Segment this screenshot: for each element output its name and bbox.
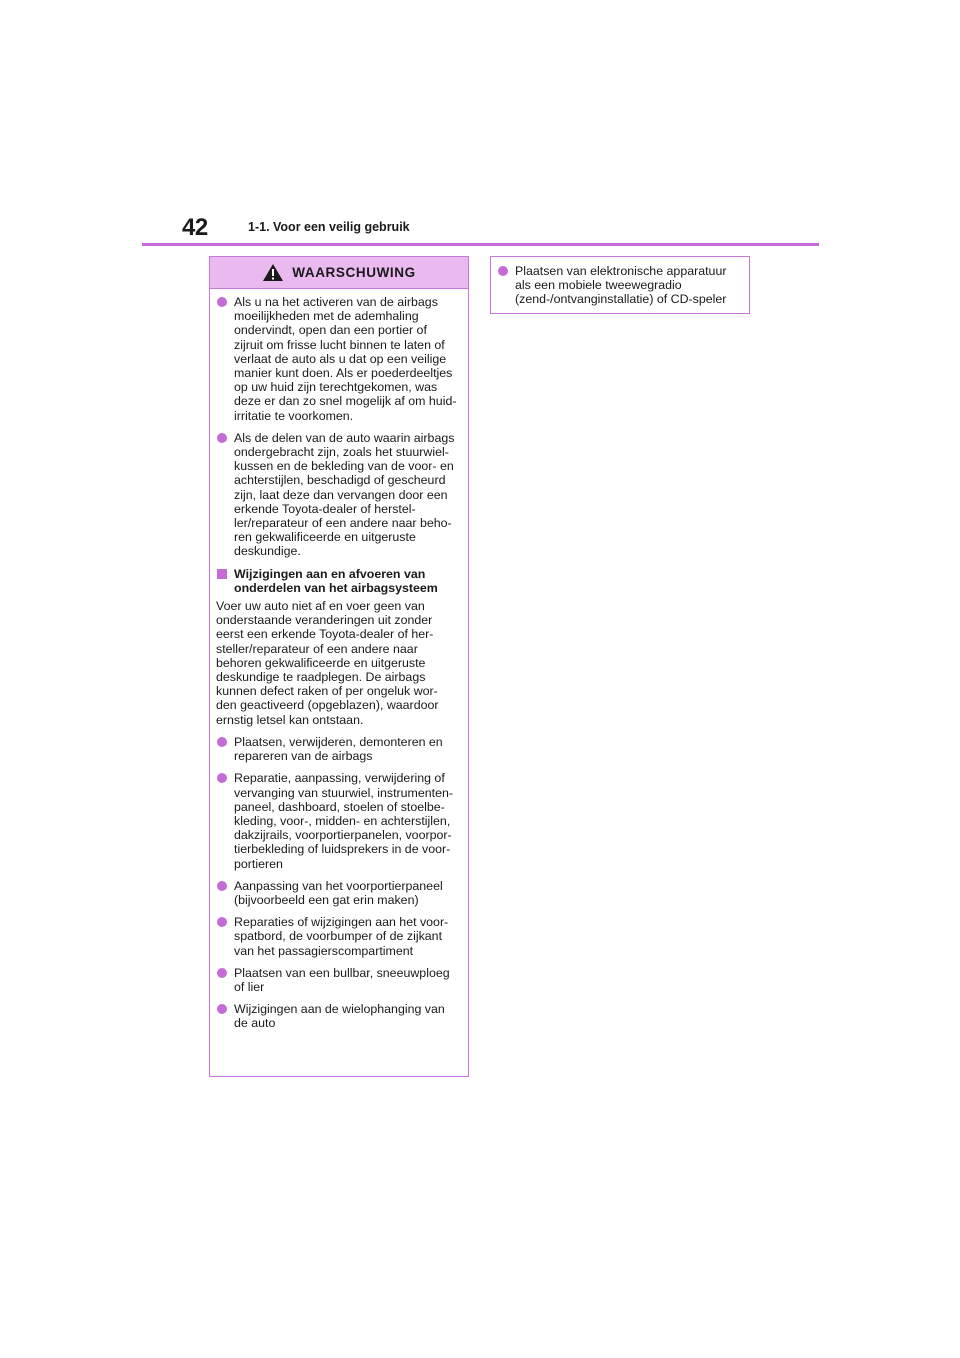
text-line: ler/reparateur of een andere naar beho- [234,516,452,531]
square-bullet-icon [217,569,227,579]
text-line: onderdelen van het airbagsysteem [234,580,438,595]
bullet-item [216,771,462,870]
text-line: Plaatsen, verwijderen, demonteren en [234,734,443,749]
text-line: Wijzigingen aan de wielophanging van [234,1002,445,1017]
bullet-dot-icon [217,773,227,783]
section-title: 1-1. Voor een veilig gebruik [248,220,410,234]
text-line: ren gekwalificeerde en uitgeruste [234,530,416,545]
bullet-text [234,431,462,559]
text-line: steller/reparateur of een andere naar [216,641,418,656]
text-line: verlaat de auto als u dat op een veilige [234,351,447,366]
text-line: of lier [234,979,265,994]
text-line: Aanpassing van het voorportierpaneel [234,878,443,893]
bullet-text [234,879,462,907]
bullet-dot-icon [217,1004,227,1014]
warning-box [209,256,469,1077]
warning-label: WAARSCHUWING [292,265,416,280]
bullet-dot-icon [217,968,227,978]
text-line: Voer uw auto niet af en voer geen van [216,599,425,614]
text-line: repareren van de airbags [234,749,373,764]
text-line: de auto [234,1016,276,1031]
text-line: van het passagierscompartiment [234,943,414,958]
continuation-bullet-list [497,264,743,307]
text-line: op uw huid zijn terechtgekomen, was [234,380,438,395]
warning-header [210,257,468,289]
text-line: vervanging van stuurwiel, instrumenten- [234,785,454,800]
bullet-text [234,1002,462,1030]
text-line: behoren gekwalificeerde en uitgeruste [216,655,426,670]
text-line: zijruit om frisse lucht binnen te laten of [234,337,445,352]
bullet-text [234,295,462,423]
warning-paragraph [216,599,462,727]
bullet-dot-icon [498,266,508,276]
text-line: tierbekleding of luidsprekers in de voor- [234,842,451,857]
text-line: (bijvoorbeeld een gat erin maken) [234,892,419,907]
text-line: achterstijlen, beschadigd of gescheurd [234,473,446,488]
text-line: irritatie te voorkomen. [234,408,354,423]
intro-bullet-list [216,295,462,559]
text-line: Plaatsen van elektronische apparatuur [515,264,727,278]
bullet-item [216,966,462,994]
bullet-text [234,735,462,763]
text-line: deze er dan zo snel mogelijk af om huid- [234,394,457,409]
text-line: als een mobiele tweewegradio [515,278,682,293]
text-line: spatbord, de voorbumper of de zijkant [234,929,443,944]
bullet-item [216,879,462,907]
bullet-dot-icon [217,917,227,927]
page-number: 42 [182,214,208,241]
header-divider [142,243,819,246]
bullet-item [497,264,743,307]
bullet-dot-icon [217,881,227,891]
text-line: den geactiveerd (opgeblazen), waardoor [216,698,439,713]
text-line: Reparaties of wijzigingen aan het voor- [234,915,449,930]
bullet-text [234,915,462,958]
text-line: kussen en de bekleding van de voor- en [234,459,454,474]
continuation-box [490,256,750,314]
text-line: ernstig letsel kan ontstaan. [216,712,364,727]
bullet-text [515,264,743,307]
bullet-item [216,295,462,423]
modification-bullet-list [216,735,462,1031]
bullet-text [234,966,462,994]
warning-triangle-icon [262,263,284,282]
text-line: ondervindt, open dan een portier of [234,323,427,338]
text-line: deskundige. [234,544,301,559]
warning-content [210,289,468,1031]
text-line: Als u na het activeren van de airbags [234,295,438,309]
text-line: paneel, dashboard, stoelen of stoelbe- [234,799,445,814]
text-line: Plaatsen van een bullbar, sneeuwploeg [234,965,450,980]
text-line: onderstaande veranderingen uit zonder [216,613,433,628]
text-line: eerst een erkende Toyota-dealer of her- [216,627,434,642]
subheading-text [234,567,462,595]
text-line: ondergebracht zijn, zoals het stuurwiel- [234,445,449,460]
text-line: dakzijrails, voorportierpanelen, voorpor- [234,828,452,843]
text-line: manier kunt doen. Als er poederdeeltjes [234,366,453,381]
bullet-item [216,1002,462,1030]
text-line: erkende Toyota-dealer of herstel- [234,501,416,516]
bullet-item [216,915,462,958]
text-line: moeilijkheden met de ademhaling [234,309,419,324]
text-line: Reparatie, aanpassing, verwijdering of [234,771,445,786]
text-line: (zend-/ontvanginstallatie) of CD-speler [515,292,727,307]
text-line: Wijzigingen aan en afvoeren van [234,566,426,581]
bullet-dot-icon [217,297,227,307]
text-line: zijn, laat deze dan vervangen door een [234,487,448,502]
bullet-text [234,771,462,870]
text-line: kleding, voor-, midden- en achterstijlen, [234,813,451,828]
bullet-dot-icon [217,433,227,443]
text-line: portieren [234,856,283,871]
subheading [216,567,462,595]
bullet-item [216,431,462,559]
text-line: kunnen defect raken of per ongeluk wor- [216,684,438,699]
bullet-dot-icon [217,737,227,747]
text-line: Als de delen van de auto waarin airbags [234,430,455,445]
bullet-item [216,735,462,763]
text-line: deskundige te raadplegen. De airbags [216,670,426,685]
